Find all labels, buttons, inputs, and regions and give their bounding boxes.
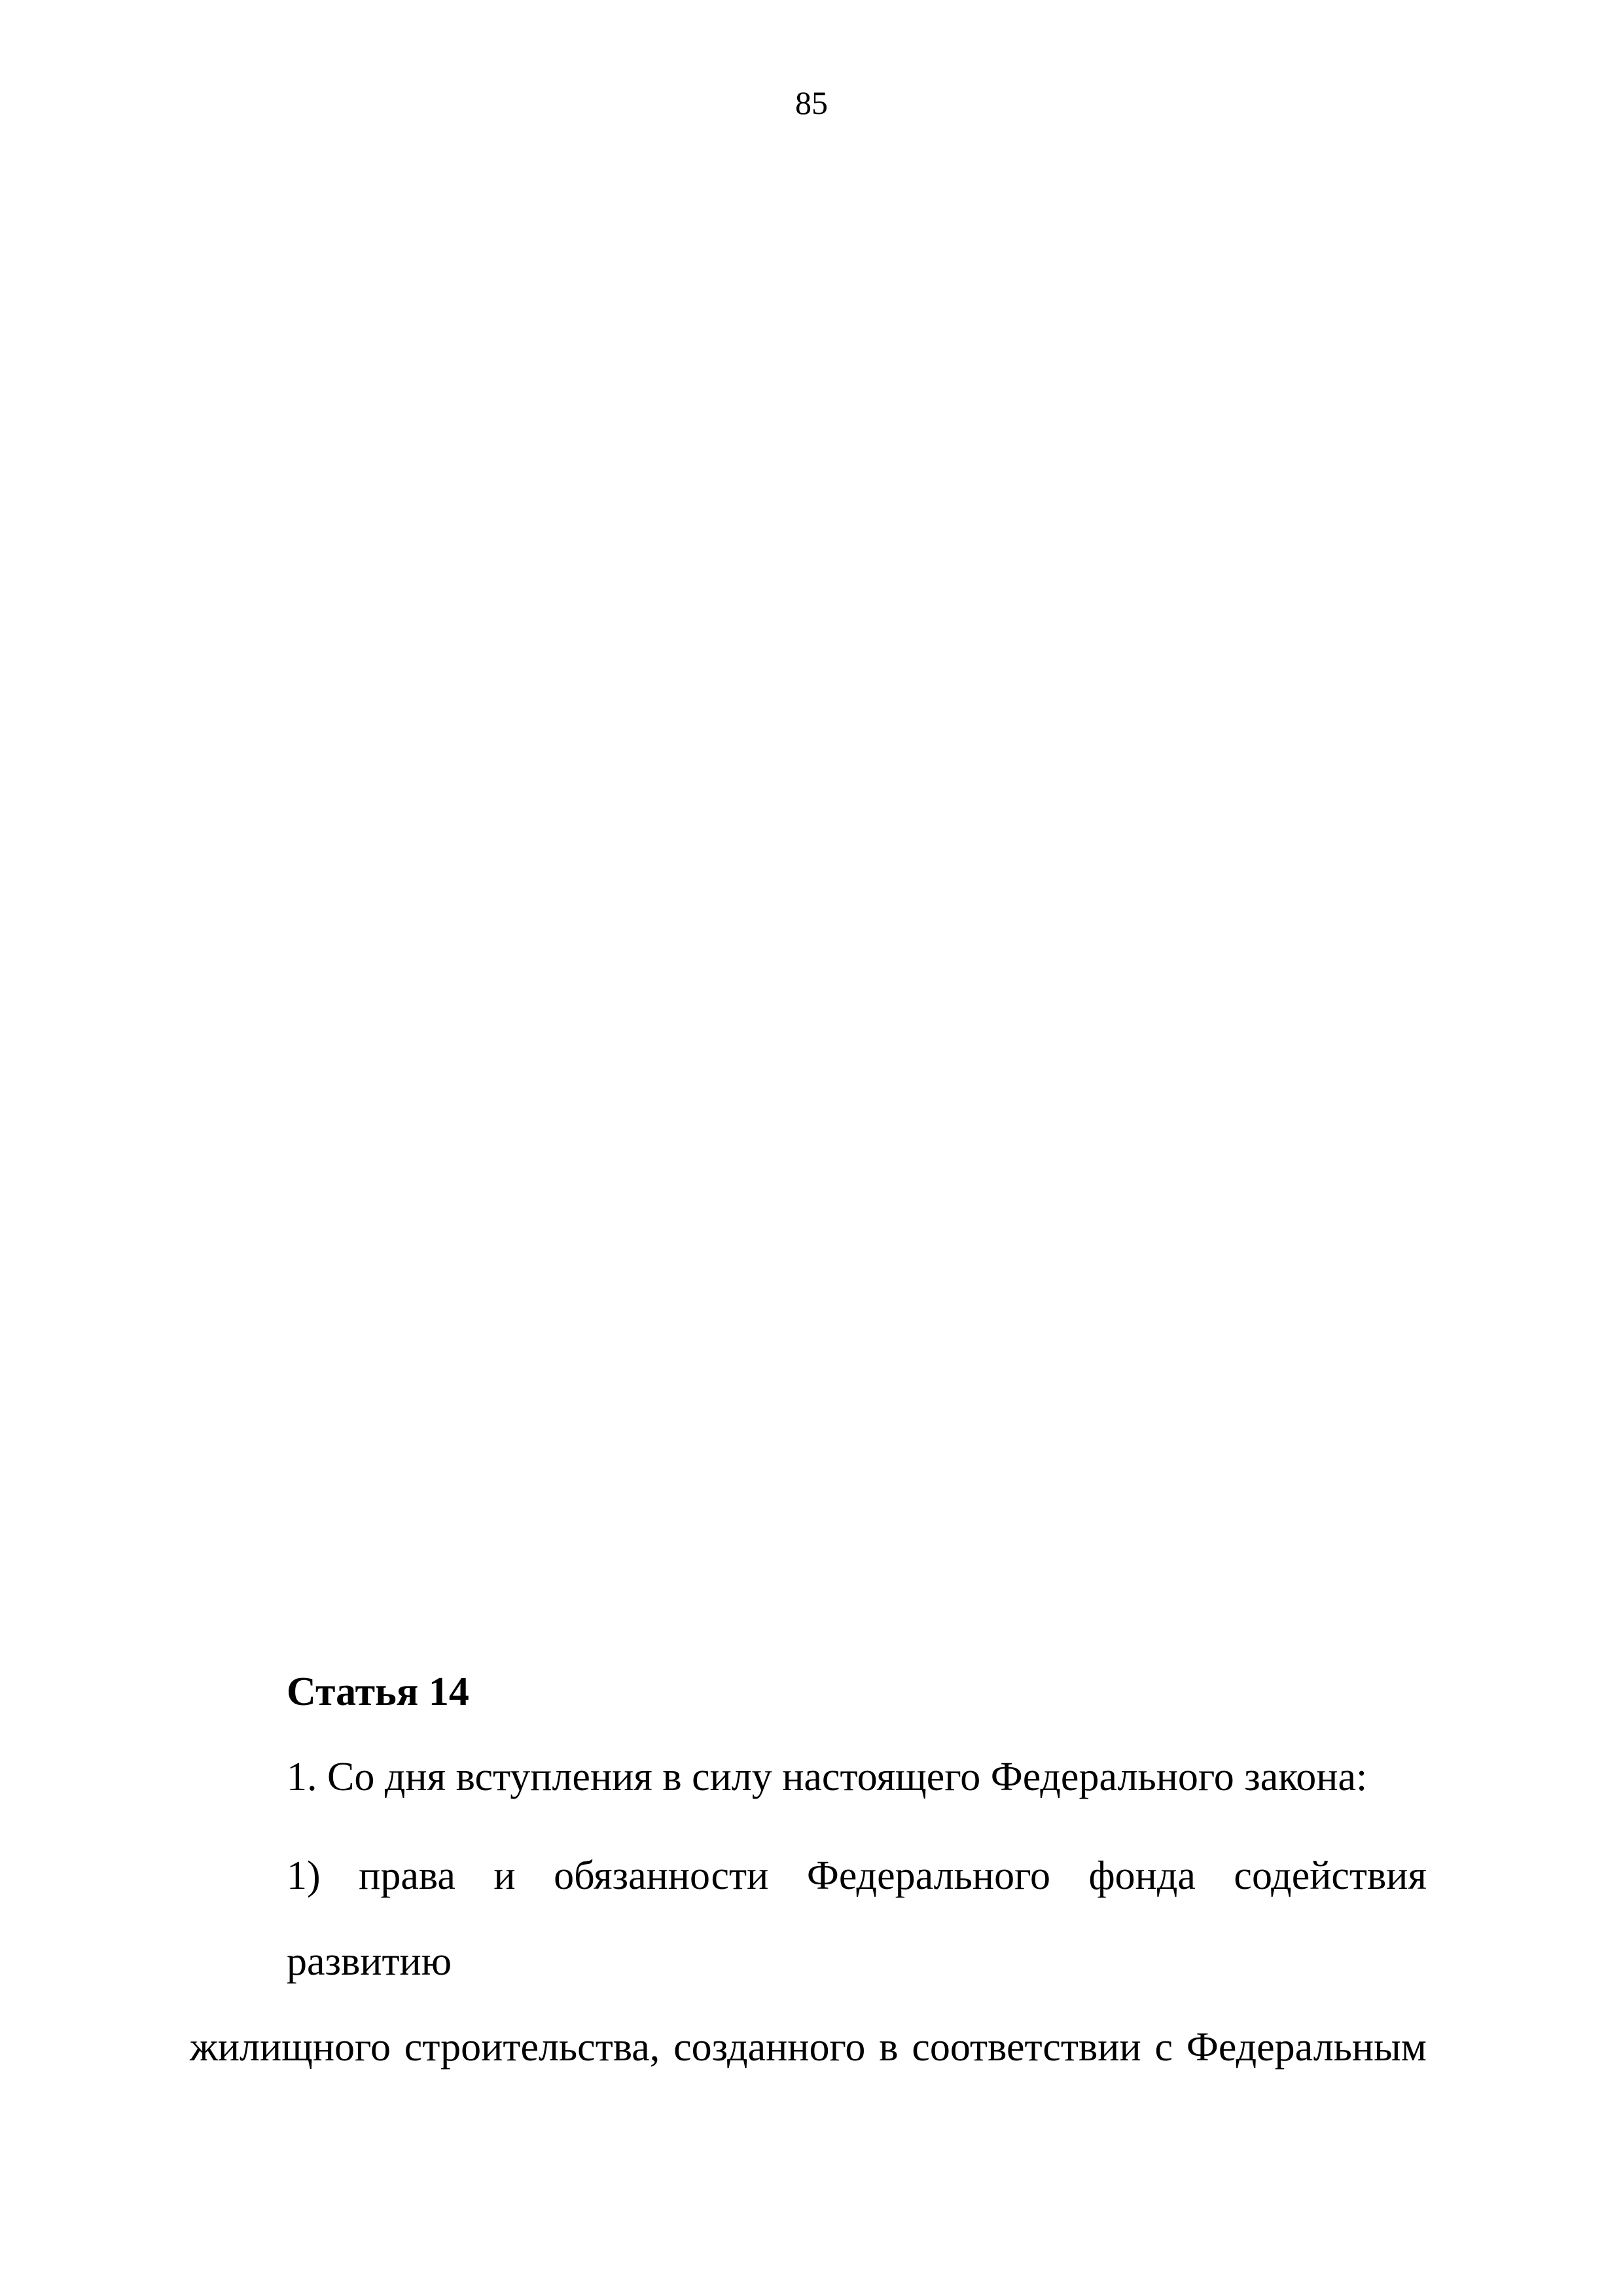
article-item-1-line-1: 1) права и обязанности Федерального фонда содействия развитию [287, 1854, 1427, 1984]
page-number: 85 [795, 84, 828, 121]
article-item-1-line-2: жилищного строительства, созданного в соответствии с Федеральным [190, 2025, 1427, 2070]
article-paragraph-1: 1. Со дня вступления в силу настоящего Федерального закона: [287, 1755, 1368, 1799]
article-heading: Статья 14 [287, 1670, 469, 1714]
article-item-1 [190, 1833, 1427, 2090]
